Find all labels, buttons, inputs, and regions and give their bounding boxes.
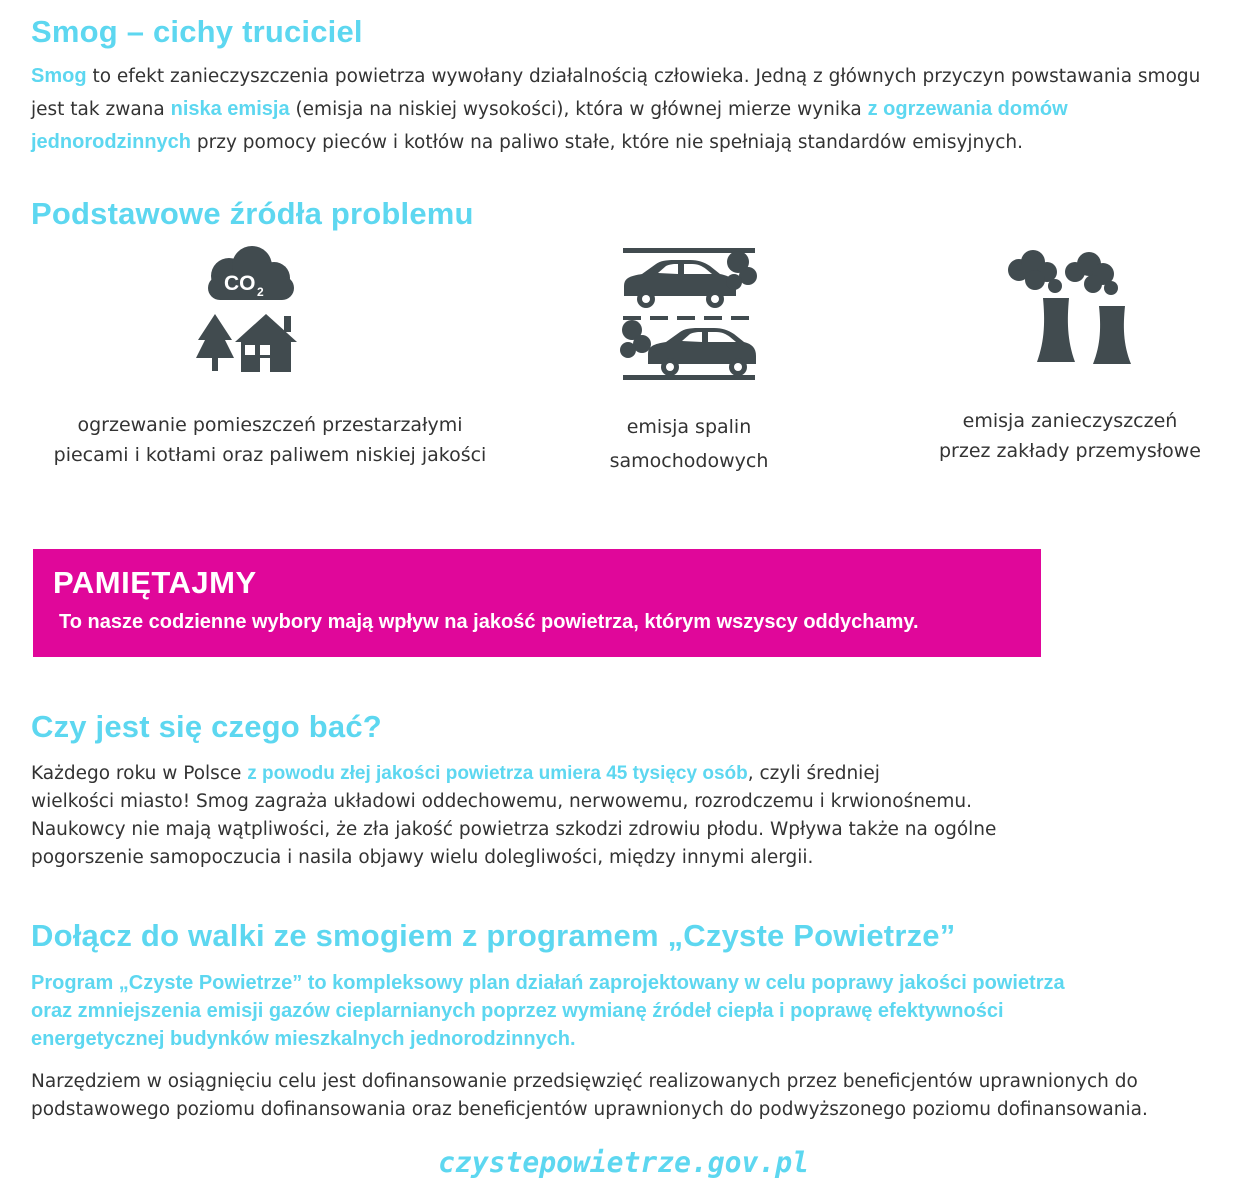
dangers-line1-a: Każdego roku w Polsce	[31, 763, 248, 784]
smog-intro-text-c: przy pomocy pieców i kotłów na paliwo stałe, które nie spełniają standardów emisyjnych.	[191, 132, 1023, 153]
dangers-line2: wielkości miasto! Smog zagraża układowi oddechowemu, nerwowemu, rozrodczemu i krwionośnemu.	[31, 791, 972, 812]
dangers-line3: Naukowcy nie mają wątpliwości, że zła jakość powietrza szkodzi zdrowiu płodu. Wpływa także na ogólne	[31, 819, 997, 840]
heating-term: z ogrzewania domów jednorodzinnych	[31, 98, 1068, 153]
source-caption-heating-line2: piecami i kotłami oraz paliwem niskiej jakości	[53, 444, 487, 466]
smog-intro-text-a: to efekt zanieczyszczenia powietrza wywołany działalnością człowieka. Jedną z głównych przyczyn powstawania smogu jest tak zwana	[31, 66, 1201, 120]
co2-subscript: 2	[257, 285, 264, 299]
funding-line1: Narzędziem w osiągnięciu celu jest dofinansowanie przedsięwzięć realizowanych przez beneficjentów uprawnionych do	[31, 1071, 1138, 1092]
program-description	[31, 969, 1221, 1053]
factory-chimneys-icon	[1005, 250, 1135, 368]
funding-paragraph	[31, 1068, 1231, 1124]
source-caption-industry-line1: emisja zanieczyszczeń	[962, 410, 1178, 432]
banner-text: To nasze codzienne wybory mają wpływ na jakość powietrza, którym wszyscy oddychamy.	[59, 611, 919, 633]
low-emission-term: niska emisja	[170, 98, 290, 120]
section-title-join: Dołącz do walki ze smogiem z programem „Czyste Powietrze”	[31, 918, 956, 953]
smog-intro-text-b: (emisja na niskiej wysokości), która w głównej mierze wynika	[289, 99, 868, 120]
banner-title: PAMIĘTAJMY	[53, 565, 257, 600]
section-title-smog: Smog – cichy truciciel	[31, 14, 363, 49]
section-title-dangers: Czy jest się czego bać?	[31, 709, 382, 744]
program-line1: Program „Czyste Powietrze” to kompleksowy plan działań zaprojektowany w celu poprawy jakości powietrza	[31, 972, 1065, 994]
remember-banner	[33, 549, 1041, 657]
source-caption-cars	[539, 410, 839, 478]
section-title-sources: Podstawowe źródła problemu	[31, 196, 474, 231]
source-caption-industry	[920, 406, 1220, 466]
source-caption-industry-line2: przez zakłady przemysłowe	[939, 440, 1201, 462]
dangers-line1	[31, 760, 1211, 788]
source-caption-cars-line2: samochodowych	[609, 450, 769, 472]
smog-term: Smog	[31, 65, 87, 87]
co2-house-icon	[194, 246, 304, 374]
co2-label: CO	[224, 272, 256, 295]
smog-intro-paragraph	[31, 60, 1211, 159]
website-link[interactable]: czystepowietrze.gov.pl	[438, 1146, 809, 1179]
source-caption-heating	[20, 410, 520, 470]
cars-exhaust-icon	[620, 244, 758, 384]
dangers-line1-b: , czyli średniej	[747, 763, 880, 784]
source-caption-cars-line1: emisja spalin	[626, 416, 752, 438]
dangers-line4: pogorszenie samopoczucia i nasila objawy wielu dolegliwości, między innymi alergii.	[31, 847, 814, 868]
dangers-paragraph	[31, 760, 1211, 872]
source-caption-heating-line1: ogrzewanie pomieszczeń przestarzałymi	[77, 414, 463, 436]
program-line3: energetycznej budynków mieszkalnych jednorodzinnych.	[31, 1028, 576, 1050]
program-line2: oraz zmniejszenia emisji gazów cieplarnianych poprzez wymianę źródeł ciepła i poprawę efektywności	[31, 1000, 1004, 1022]
funding-line2: podstawowego poziomu dofinansowania oraz beneficjentów uprawnionych do podwyższonego poziomu dofinansowania.	[31, 1099, 1148, 1120]
deaths-highlight: z powodu złej jakości powietrza umiera 45 tysięcy osób	[247, 763, 748, 784]
